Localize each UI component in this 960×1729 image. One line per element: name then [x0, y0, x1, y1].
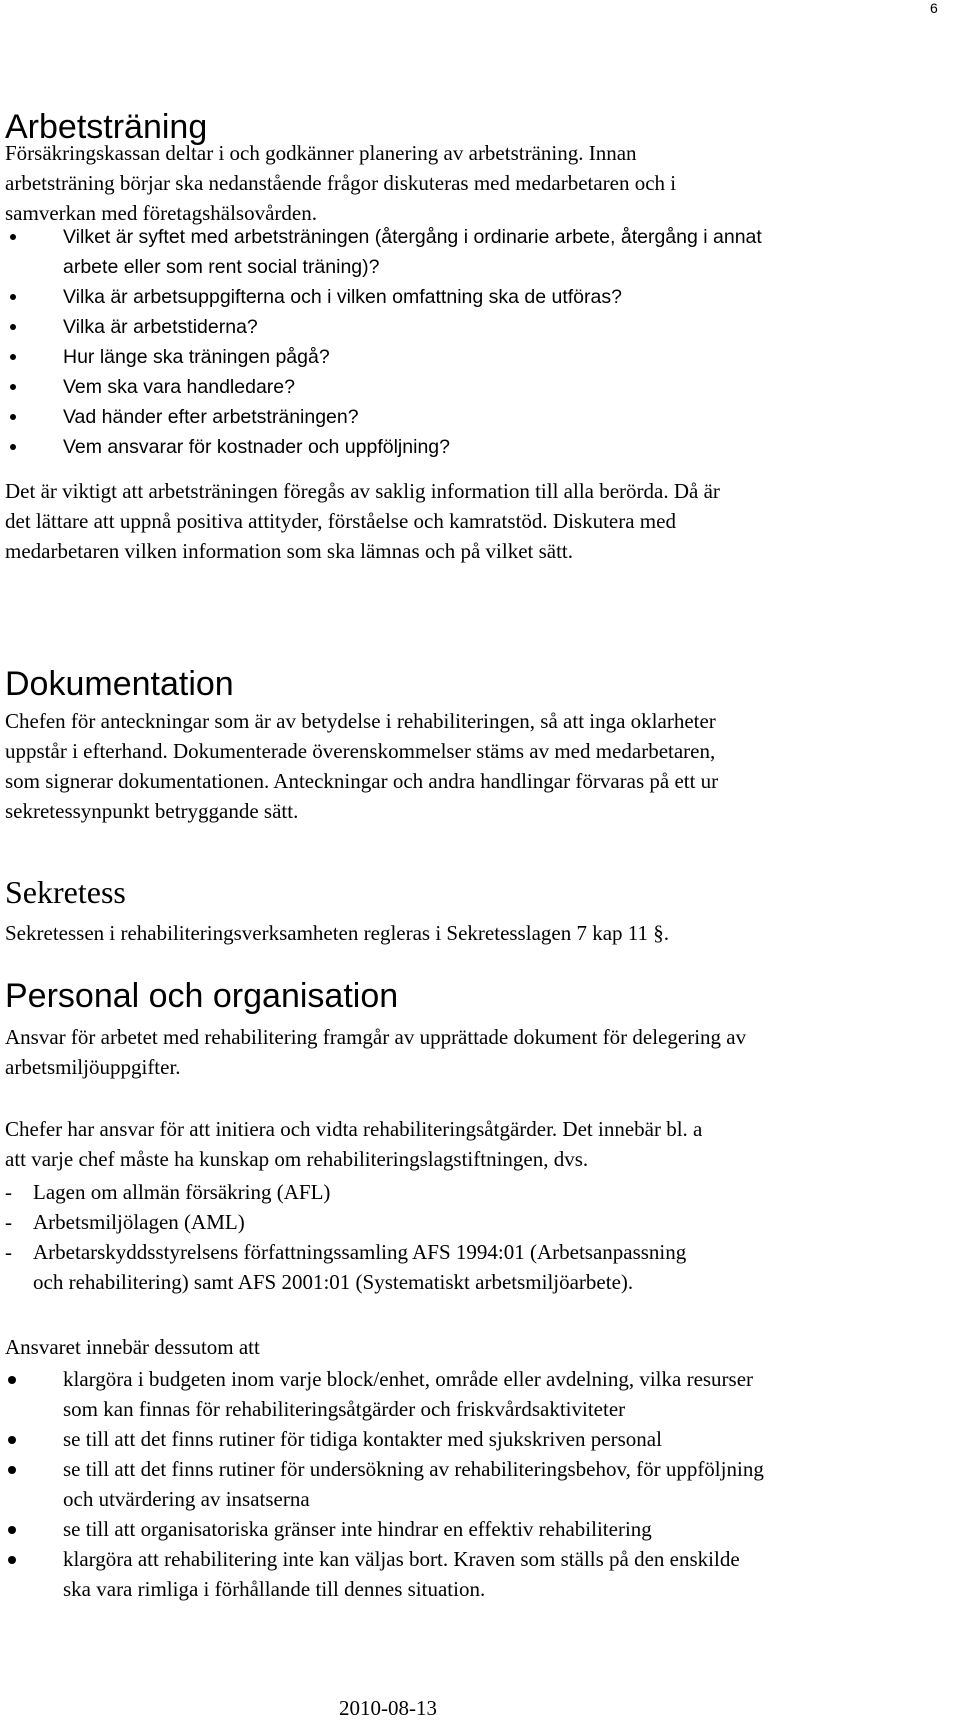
text-line: som signerar dokumentationen. Anteckningar och andra handlingar förvaras på ett ur: [5, 769, 719, 793]
list-item-text: arbete eller som rent social träning)?: [63, 256, 380, 278]
list-item-text: och utvärdering av insatserna: [63, 1487, 310, 1511]
info-line: medarbetaren vilken information som ska lämnas och på vilket sätt.: [5, 539, 574, 563]
list-item-text: Vilket är syftet med arbetsträningen (återgång i ordinarie arbete, återgång i annat: [63, 226, 762, 248]
dokumentation-text: [5, 706, 940, 826]
text-line: uppstår i efterhand. Dokumenterade överenskommelser stäms av med medarbetaren,: [5, 739, 716, 763]
list-item: [5, 1177, 686, 1207]
bullet-icon: [8, 1556, 16, 1564]
text-line: Sekretessen i rehabiliteringsverksamheten regleras i Sekretesslagen 7 kap 11 §.: [5, 921, 670, 945]
bullet-icon: [10, 234, 16, 240]
list-item-text: Vem ansvarar för kostnader och uppföljning?: [63, 436, 450, 458]
list-item-text: se till att det finns rutiner för undersökning av rehabiliteringsbehov, för uppföljning: [63, 1457, 764, 1481]
list-item-text: Hur länge ska träningen pågå?: [63, 346, 330, 368]
bullet-icon: [10, 414, 16, 420]
list-item-text: se till att organisatoriska gränser inte hindrar en effektiv rehabilitering: [63, 1517, 652, 1541]
list-item-text: ska vara rimliga i förhållande till dennes situation.: [63, 1577, 486, 1601]
bullet-icon: [10, 294, 16, 300]
intro-line: arbetsträning börjar ska nedanstående frågor diskuteras med medarbetaren och i: [5, 171, 677, 195]
list-item-text: som kan finnas för rehabiliteringsåtgärder och friskvårdsaktiviteter: [63, 1397, 626, 1421]
text-line: Chefer har ansvar för att initiera och vidta rehabiliteringsåtgärder. Det innebär bl. a: [5, 1117, 703, 1141]
list-item-text: Vem ska vara handledare?: [63, 376, 295, 398]
list-item-text: Lagen om allmän försäkring (AFL): [33, 1180, 331, 1204]
bullet-icon: [8, 1466, 16, 1474]
bullet-icon: [10, 354, 16, 360]
heading-dokumentation: Dokumentation: [5, 665, 234, 703]
heading-personal-och-organisation: Personal och organisation: [5, 977, 399, 1015]
info-line: Det är viktigt att arbetsträningen föregås av saklig information till alla berörda. Då är: [5, 479, 720, 503]
dash-icon: -: [5, 1240, 12, 1264]
sekretess-text: [5, 918, 940, 948]
list-item-text: Vilka är arbetsuppgifterna och i vilken omfattning ska de utföras?: [63, 286, 622, 308]
personal-text-1: [5, 1022, 940, 1082]
list-item: [0, 312, 762, 342]
arbetstraning-intro: [5, 138, 940, 228]
arbetstraning-info: [5, 476, 940, 566]
bullet-icon: [10, 384, 16, 390]
text-line: Ansvaret innebär dessutom att: [5, 1335, 260, 1359]
list-item-text: klargöra i budgeten inom varje block/enhet, område eller avdelning, vilka resurser: [63, 1367, 754, 1391]
list-item: [0, 222, 762, 282]
responsibility-list: [0, 1364, 764, 1604]
list-item-text: se till att det finns rutiner för tidiga kontakter med sjukskriven personal: [63, 1427, 662, 1451]
bullet-icon: [8, 1436, 16, 1444]
list-item: [0, 282, 762, 312]
heading-sekretess: Sekretess: [5, 874, 126, 910]
list-item-text: Arbetarskyddsstyrelsens författningssamling AFS 1994:01 (Arbetsanpassning: [33, 1240, 687, 1264]
responsibility-intro: [5, 1332, 940, 1362]
page-number: 6: [930, 0, 938, 16]
text-line: Chefen för anteckningar som är av betydelse i rehabiliteringen, så att inga oklarheter: [5, 709, 716, 733]
dash-icon: -: [5, 1180, 12, 1204]
list-item: [0, 1514, 764, 1544]
list-item: [0, 372, 762, 402]
bullet-icon: [8, 1376, 16, 1384]
list-item-text: och rehabilitering) samt AFS 2001:01 (Systematiskt arbetsmiljöarbete).: [33, 1270, 634, 1294]
list-item: [0, 1544, 764, 1604]
bullet-icon: [10, 444, 16, 450]
list-item-text: Vilka är arbetstiderna?: [63, 316, 258, 338]
list-item: [0, 1454, 764, 1514]
list-item: [0, 1424, 764, 1454]
personal-text-2: [5, 1114, 940, 1174]
law-list: [5, 1177, 686, 1297]
bullet-icon: [10, 324, 16, 330]
list-item-text: klargöra att rehabilitering inte kan väljas bort. Kraven som ställs på den enskilde: [63, 1547, 740, 1571]
list-item: [0, 432, 762, 462]
dash-icon: -: [5, 1210, 12, 1234]
footer-date: 2010-08-13: [339, 1696, 437, 1720]
list-item-text: Vad händer efter arbetsträningen?: [63, 406, 359, 428]
bullet-icon: [8, 1526, 16, 1534]
intro-line: Försäkringskassan deltar i och godkänner planering av arbetsträning. Innan: [5, 141, 637, 165]
list-item: [0, 402, 762, 432]
list-item: [0, 342, 762, 372]
text-line: arbetsmiljöuppgifter.: [5, 1055, 181, 1079]
info-line: det lättare att uppnå positiva attityder, förståelse och kamratstöd. Diskutera med: [5, 509, 676, 533]
list-item: [5, 1237, 686, 1297]
list-item: [0, 1364, 764, 1424]
intro-line: samverkan med företagshälsovården.: [5, 201, 317, 225]
list-item-text: Arbetsmiljölagen (AML): [33, 1210, 245, 1234]
arbetstraning-question-list: [0, 222, 762, 462]
list-item: [5, 1207, 686, 1237]
text-line: sekretessynpunkt betryggande sätt.: [5, 799, 299, 823]
heading-arbetstraning: Arbetsträning: [5, 108, 208, 146]
text-line: Ansvar för arbetet med rehabilitering framgår av upprättade dokument för delegering av: [5, 1025, 747, 1049]
text-line: att varje chef måste ha kunskap om rehabiliteringslagstiftningen, dvs.: [5, 1147, 589, 1171]
